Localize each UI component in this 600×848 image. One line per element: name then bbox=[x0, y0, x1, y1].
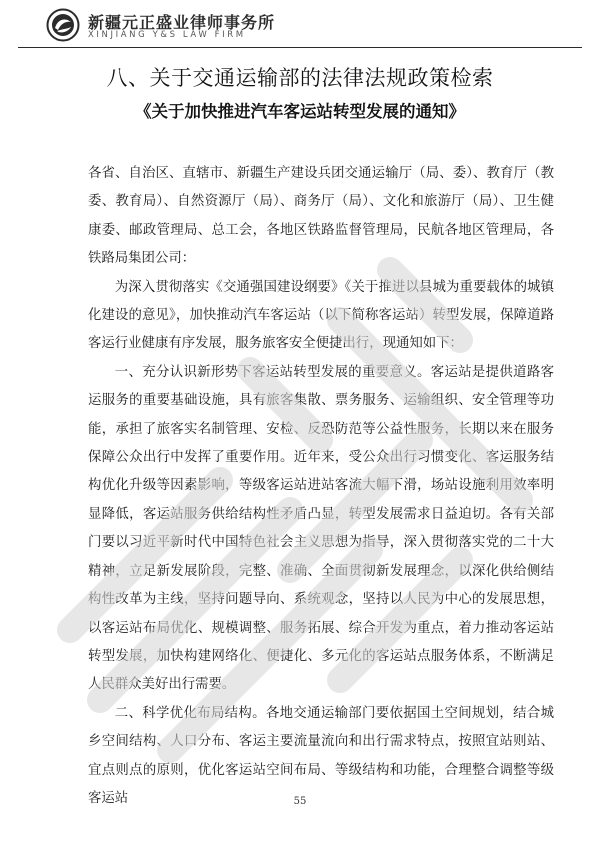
page-number: 55 bbox=[293, 796, 307, 807]
document-body bbox=[88, 160, 554, 813]
firm-name-cn: 新疆元正盛业律师事务所 bbox=[88, 13, 276, 32]
section-two-paragraph: 二、科学优化布局结构。各地交通运输部门要依据国土空间规划，结合城乡空间结构、人口分布、客运主要流量流向和出行需求特点，按照宜站则站、宜点则点的原则，优化客运站空间布局、等级结构和功能，合理整合调整等级客运站 bbox=[88, 705, 554, 806]
letterhead bbox=[18, 8, 582, 44]
section-one-paragraph: 一、充分认识新形势下客运站转型发展的重要意义。客运站是提供道路客运服务的重要基础设施，具有旅客集散、票务服务、运输组织、安全管理等功能，承担了旅客实名制管理、安检、反恐防范等公益性服务，长期以来在服务保障公众出行中发挥了重要作用。近年来，受公众出行习惯变化、客运服务结构优化升级等因素影响，等级客运站进站客流大幅下滑，场站设施利用效率明显降低，客运站服务供给结构性矛盾凸显，转型发展需求日益迫切。各有关部门要以习近平新时代中国特色社会主义思想为指导，深入贯彻落实党的二十大精神，立足新发展阶段，完整、准确、全面贯彻新发展理念，以深化供给侧结构性改革为主线，坚持问题导向、系统观念，坚持以人民为中心的发展思想，以客运站布局优化、规模调整、服务拓展、综合开发为重点，着力推动客运站转型发展，加快构建网络化、便捷化、多元化的客运站点服务体系，不断满足人民群众美好出行需要。 bbox=[88, 364, 554, 693]
firm-name-en: XINJIANG Y&S LAW FIRM bbox=[88, 30, 246, 40]
section-title: 八、关于交通运输部的法律法规政策检索 bbox=[106, 66, 494, 90]
intro-paragraph: 为深入贯彻落实《交通强国建设纲要》《关于推进以县城为重要载体的城镇化建设的意见》，加快推动汽车客运站（以下简称客运站）转型发展，保障道路客运行业健康有序发展，服务旅客安全便捷出行，现通知如下： bbox=[88, 279, 554, 352]
document-title: 《关于加快推进汽车客运站转型发展的通知》 bbox=[135, 102, 465, 121]
salutation-paragraph: 各省、自治区、直辖市、新疆生产建设兵团交通运输厅（局、委）、教育厅（教委、教育局）、自然资源厅（局）、商务厅（局）、文化和旅游厅（局）、卫生健康委、邮政管理局、总工会，各地区铁路监督管理局，民航各地区管理局，各铁路局集团公司： bbox=[88, 166, 554, 267]
header-rule bbox=[18, 47, 582, 48]
firm-logo-icon bbox=[46, 8, 80, 42]
